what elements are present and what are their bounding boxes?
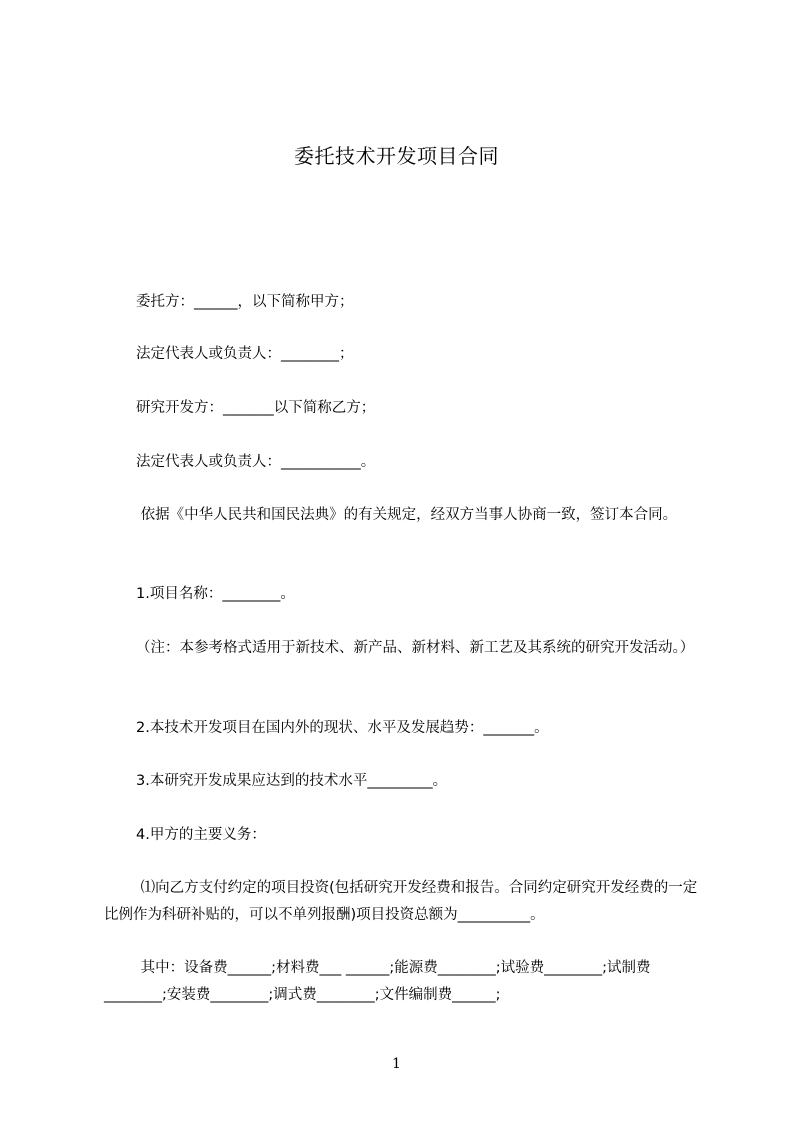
clause-investment: ⑴向乙方支付约定的项目投资(包括研究开发经费和报告。合同约定研究开发经费的一定比例作为科研补贴的，可以不单列报酬)项目投资总额为__________。 [104,880,698,923]
clause-developer-representative: 法定代表人或负责人：___________。 [136,454,376,470]
clause-legal-basis: 依据《中华人民共和国民法典》的有关规定，经双方当事人协商一致，签订本合同。 [136,507,678,523]
page-number: 1 [392,1056,401,1072]
clause-party-a-obligations: 4.甲方的主要义务： [136,827,266,843]
clause-client: 委托方：______，以下简称甲方； [136,294,354,310]
clause-project-name: 1.项目名称：________。 [136,586,295,602]
clause-cost-breakdown: 其中：设备费______;材料费___ ______;能源费________;试验费________;试制费________;安装费________;调式费________;文件编制费______; [104,960,651,1003]
clause-technical-level: 3.本研究开发成果应达到的技术水平_________。 [136,773,448,789]
clause-note: （注：本参考格式适用于新技术、新产品、新材料、新工艺及其系统的研究开发活动。） [136,640,695,656]
clause-developer: 研究开发方：_______以下简称乙方； [136,400,376,416]
clause-client-representative: 法定代表人或负责人：________； [136,346,354,362]
document-title: 委托技术开发项目合同 [294,144,499,168]
clause-status-trend: 2.本技术开发项目在国内外的现状、水平及发展趋势：_______。 [136,720,549,736]
